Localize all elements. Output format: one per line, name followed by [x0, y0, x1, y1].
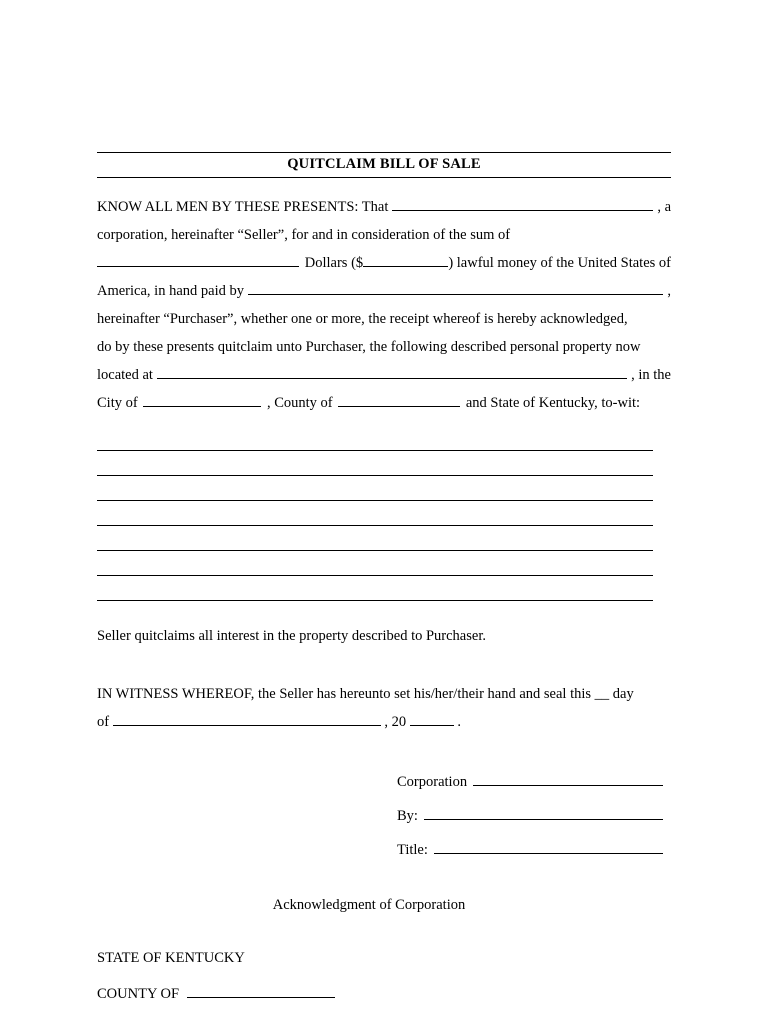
- city-label: City of: [97, 395, 138, 411]
- blank-year[interactable]: [410, 712, 454, 726]
- description-line[interactable]: [97, 526, 653, 551]
- signature-row-title: [397, 833, 667, 867]
- corporation-label: Corporation: [397, 774, 468, 790]
- state-suffix: and State of Kentucky, to-wit:: [465, 395, 641, 411]
- blank-purchaser-name[interactable]: [248, 281, 663, 295]
- blank-county[interactable]: [338, 393, 460, 407]
- witness-year-label: , 20: [384, 714, 407, 730]
- acknowledgment-heading: Acknowledgment of Corporation: [272, 897, 466, 913]
- blank-seller-name[interactable]: [392, 197, 653, 211]
- recital-line-7: [97, 361, 671, 389]
- county-row: [97, 976, 671, 1012]
- recital-line-1: [97, 193, 671, 221]
- recital-line-3: [97, 249, 671, 277]
- recital-line-7-suffix: , in the: [631, 367, 671, 383]
- recital-line-7-text: located at: [97, 367, 153, 383]
- jurisdiction-block: [97, 940, 671, 1012]
- recital-line-4-suffix: ,: [667, 283, 671, 299]
- signature-block: [397, 765, 671, 867]
- witness-line-1: IN WITNESS WHEREOF, the Seller has hereunto set his/her/their hand and seal this __ day: [97, 686, 634, 702]
- recital-line-5: hereinafter “Purchaser”, whether one or more, the receipt whereof is hereby acknowledged,: [97, 311, 628, 327]
- title-label: Title:: [397, 842, 428, 858]
- county-label-inline: , County of: [266, 395, 333, 411]
- description-line[interactable]: [97, 451, 653, 476]
- title-block: [97, 152, 671, 178]
- blank-title[interactable]: [434, 840, 663, 854]
- recital-line-1-suffix: , a: [657, 199, 671, 215]
- recital-line-3-dollars: Dollars ($: [304, 255, 364, 271]
- recital-line-2: corporation, hereinafter “Seller”, for and in consideration of the sum of: [97, 227, 511, 243]
- witness-line-2: [97, 707, 671, 735]
- description-line[interactable]: [97, 576, 653, 601]
- blank-city[interactable]: [143, 393, 261, 407]
- recital-line-8: [97, 389, 671, 417]
- witness-paragraph: [97, 679, 671, 735]
- witness-of-label: of: [97, 714, 110, 730]
- state-label: STATE OF KENTUCKY: [97, 950, 245, 966]
- document-content: [97, 152, 671, 1012]
- description-line[interactable]: [97, 501, 653, 526]
- description-blank-lines: [97, 426, 671, 601]
- recital-line-1-text: KNOW ALL MEN BY THESE PRESENTS: That: [97, 199, 389, 215]
- recital-line-4: [97, 277, 671, 305]
- signature-row-by: [397, 799, 667, 833]
- witness-period: .: [457, 714, 461, 730]
- county-label: COUNTY OF: [97, 986, 180, 1002]
- description-line[interactable]: [97, 476, 653, 501]
- by-label: By:: [397, 808, 418, 824]
- signature-row-corporation: [397, 765, 667, 799]
- blank-corporation[interactable]: [473, 772, 663, 786]
- page-title: QUITCLAIM BILL OF SALE: [287, 156, 481, 172]
- quitclaim-statement: Seller quitclaims all interest in the property described to Purchaser.: [97, 628, 486, 644]
- recital-line-4-text: America, in hand paid by: [97, 283, 244, 299]
- description-line[interactable]: [97, 426, 653, 451]
- description-line[interactable]: [97, 551, 653, 576]
- blank-sum-figures[interactable]: [363, 253, 448, 267]
- blank-sum-words[interactable]: [97, 253, 299, 267]
- blank-county-name[interactable]: [187, 984, 335, 998]
- recital-line-6: do by these presents quitclaim unto Purchaser, the following described personal property now: [97, 339, 641, 355]
- blank-property-location[interactable]: [157, 365, 627, 379]
- blank-date-month-day[interactable]: [113, 712, 381, 726]
- blank-signature[interactable]: [424, 806, 663, 820]
- recital-paragraph: [97, 193, 671, 417]
- recital-line-3-suffix: ) lawful money of the United States of: [448, 255, 671, 271]
